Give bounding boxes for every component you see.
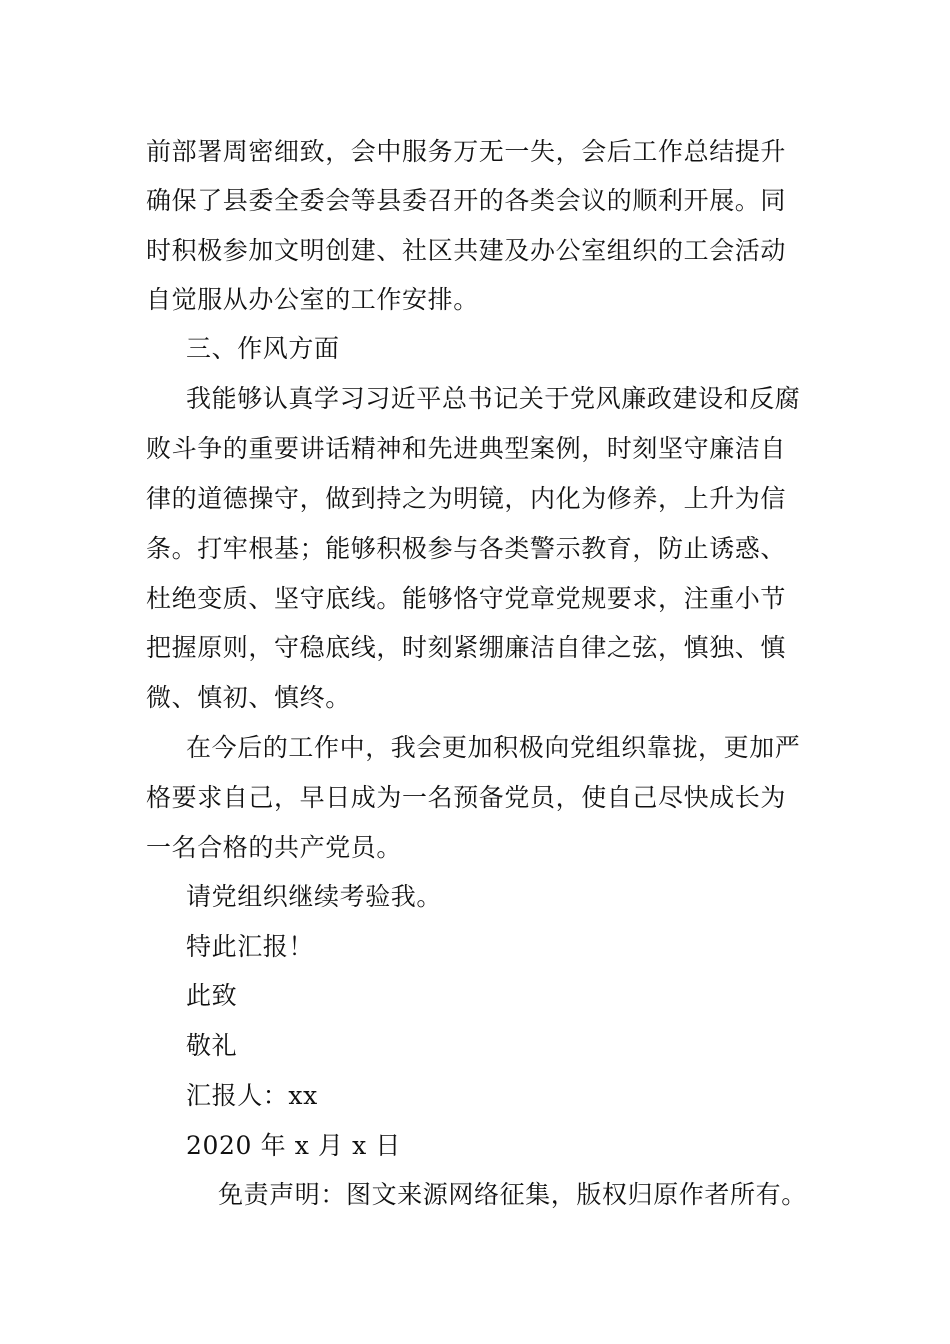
paragraph-line: 一名合格的共产党员。 bbox=[146, 833, 403, 862]
report-date: 2020 年 x 月 x 日 bbox=[186, 1131, 401, 1160]
paragraph-line: 律的道德操守，做到持之为明镜，内化为修养，上升为信 bbox=[146, 484, 787, 513]
salutation-line-1: 此致 bbox=[186, 981, 238, 1010]
paragraph-line: 我能够认真学习习近平总书记关于党风廉政建设和反腐 bbox=[186, 384, 801, 413]
paragraph-line: 杜绝变质、坚守底线。能够恪守党章党规要求，注重小节 bbox=[146, 584, 787, 613]
section-heading: 三、作风方面 bbox=[186, 334, 340, 363]
paragraph-line: 确保了县委全委会等县委召开的各类会议的顺利开展。同 bbox=[146, 186, 787, 215]
salutation-line-2: 敬礼 bbox=[186, 1031, 238, 1060]
paragraph-line: 条。打牢根基；能够积极参与各类警示教育，防止诱惑、 bbox=[146, 534, 787, 563]
paragraph-line: 时积极参加文明创建、社区共建及办公室组织的工会活动 bbox=[146, 236, 787, 265]
paragraph-line: 把握原则，守稳底线，时刻紧绷廉洁自律之弦，慎独、慎 bbox=[146, 633, 787, 662]
disclaimer-text: 免责声明：图文来源网络征集，版权归原作者所有。 bbox=[218, 1180, 807, 1209]
paragraph-line: 微、慎初、慎终。 bbox=[146, 683, 351, 712]
paragraph-line: 格要求自己，早日成为一名预备党员，使自己尽快成长为 bbox=[146, 783, 787, 812]
closing-report: 特此汇报！ bbox=[186, 932, 315, 961]
paragraph-line: 败斗争的重要讲话精神和先进典型案例，时刻坚守廉洁自 bbox=[146, 434, 787, 463]
closing-request: 请党组织继续考验我。 bbox=[186, 882, 443, 911]
paragraph-line: 在今后的工作中，我会更加积极向党组织靠拢，更加严 bbox=[186, 733, 801, 762]
paragraph-line: 自觉服从办公室的工作安排。 bbox=[146, 285, 479, 314]
paragraph-line: 前部署周密细致，会中服务万无一失，会后工作总结提升 bbox=[146, 137, 787, 166]
reporter-signature: 汇报人：xx bbox=[186, 1081, 318, 1110]
